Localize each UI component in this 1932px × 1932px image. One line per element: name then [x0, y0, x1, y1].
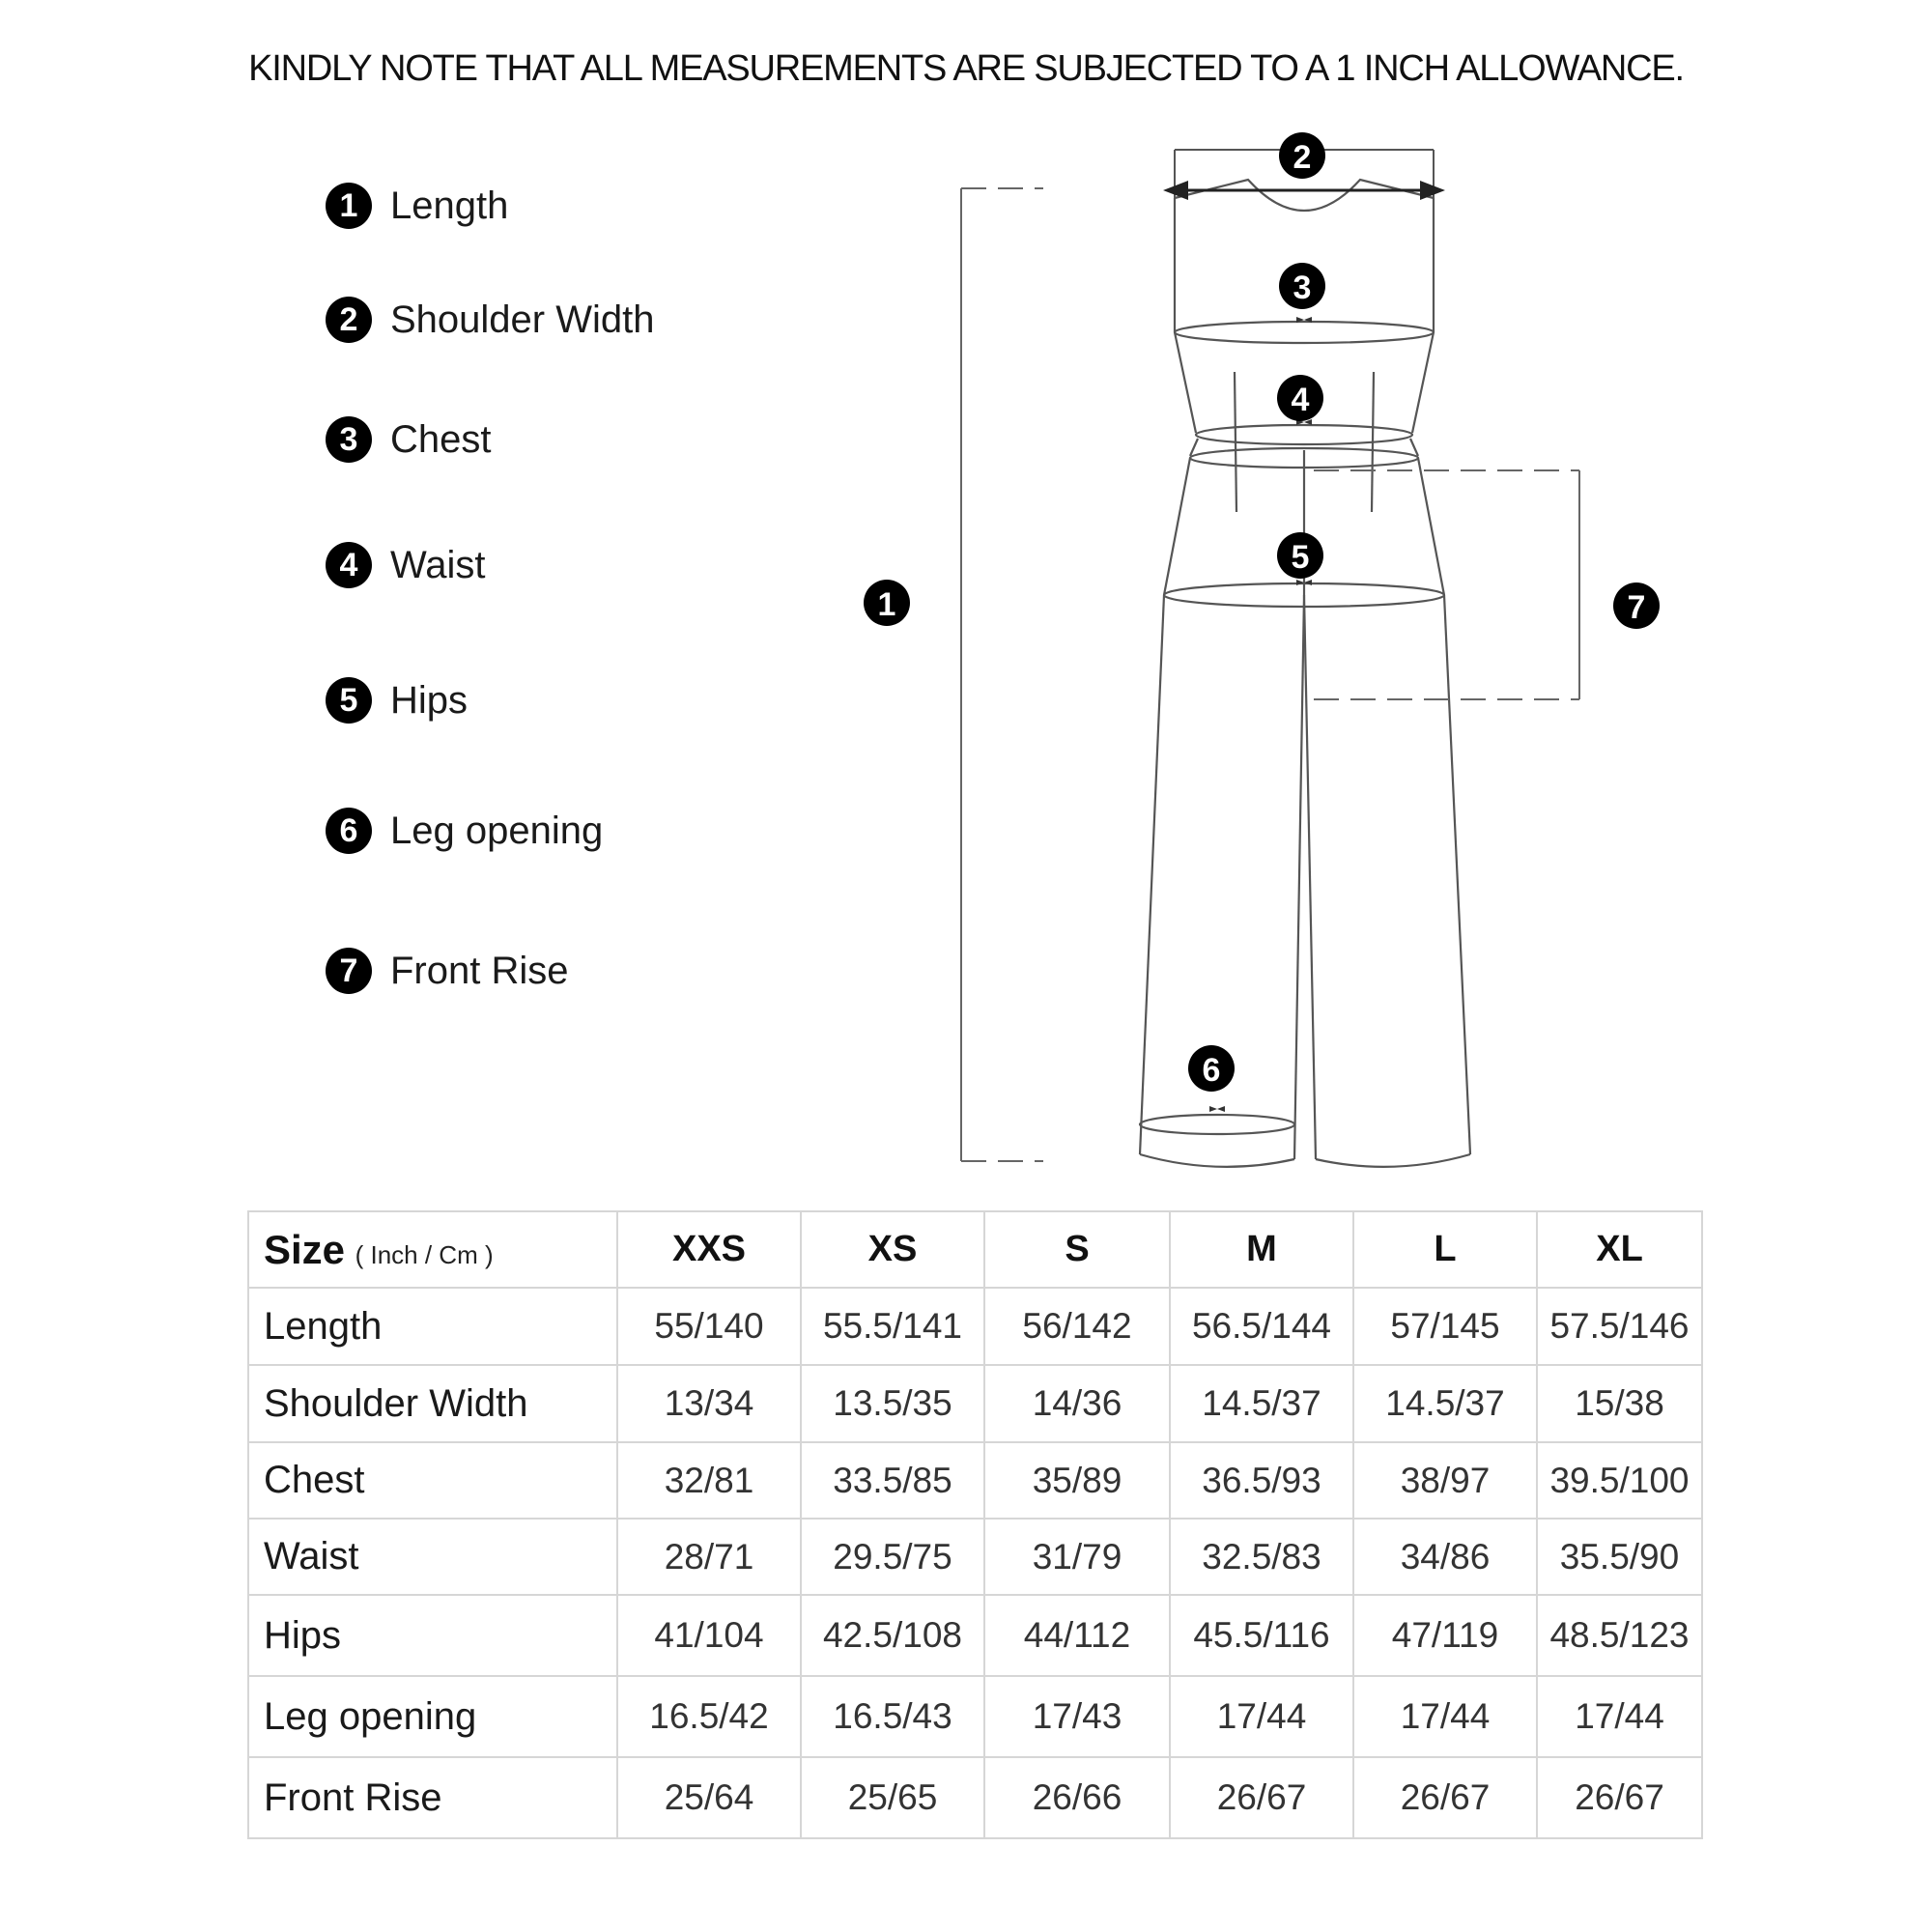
- size-header-label: Size: [264, 1226, 346, 1272]
- table-cell: 17/44: [1353, 1676, 1537, 1757]
- table-cell: 17/43: [984, 1676, 1170, 1757]
- legend-label: Length: [390, 184, 509, 227]
- row-label: Front Rise: [248, 1757, 617, 1838]
- row-label: Leg opening: [248, 1676, 617, 1757]
- table-cell: 42.5/108: [801, 1595, 984, 1676]
- table-cell: 48.5/123: [1537, 1595, 1702, 1676]
- table-cell: 32/81: [617, 1442, 801, 1519]
- table-cell: 31/79: [984, 1519, 1170, 1595]
- row-label: Shoulder Width: [248, 1365, 617, 1442]
- marker-2-icon: 2: [326, 297, 372, 343]
- diagram-marker-7: [1613, 582, 1660, 629]
- diagram-marker-2: [1279, 132, 1325, 179]
- size-chart-table: [247, 1210, 1703, 1839]
- table-row-waist: [248, 1519, 1702, 1595]
- marker-text: 4: [1291, 382, 1310, 418]
- table-cell: 26/67: [1170, 1757, 1353, 1838]
- diagram-marker-6: [1188, 1045, 1235, 1092]
- legend-label: Hips: [390, 678, 469, 722]
- table-cell: 28/71: [617, 1519, 801, 1595]
- table-row-front-rise: [248, 1757, 1702, 1838]
- diagram-marker-5: [1277, 532, 1323, 579]
- marker-text: 7: [1627, 589, 1646, 626]
- legend-label: Shoulder Width: [390, 298, 655, 341]
- marker-3-icon: 3: [326, 416, 372, 463]
- marker-text: 1: [877, 586, 896, 623]
- table-cell: 25/65: [801, 1757, 984, 1838]
- table-cell: 36.5/93: [1170, 1442, 1353, 1519]
- allowance-notice: KINDLY NOTE THAT ALL MEASUREMENTS ARE SUBJECTED TO A 1 INCH ALLOWANCE.: [248, 48, 1684, 89]
- table-header-row: [248, 1211, 1702, 1288]
- table-cell: 57/145: [1353, 1288, 1537, 1365]
- diagram-marker-4: [1277, 375, 1323, 421]
- table-cell: 17/44: [1170, 1676, 1353, 1757]
- legend-label: Chest: [390, 417, 492, 461]
- marker-1-icon: 1: [326, 183, 372, 229]
- table-cell: 16.5/43: [801, 1676, 984, 1757]
- size-header-xs: XS: [801, 1211, 984, 1288]
- garment-outline: [1140, 180, 1470, 1167]
- table-cell: 26/67: [1353, 1757, 1537, 1838]
- table-cell: 35.5/90: [1537, 1519, 1702, 1595]
- table-row-length: [248, 1288, 1702, 1365]
- table-row-hips: [248, 1595, 1702, 1676]
- size-header-l: L: [1353, 1211, 1537, 1288]
- table-cell: 13/34: [617, 1365, 801, 1442]
- diagram-marker-1: [864, 580, 910, 626]
- table-cell: 15/38: [1537, 1365, 1702, 1442]
- table-cell: 32.5/83: [1170, 1519, 1353, 1595]
- table-cell: 45.5/116: [1170, 1595, 1353, 1676]
- table-row-chest: [248, 1442, 1702, 1519]
- table-cell: 56.5/144: [1170, 1288, 1353, 1365]
- table-cell: 14.5/37: [1353, 1365, 1537, 1442]
- marker-5-icon: 5: [326, 677, 372, 724]
- table-cell: 44/112: [984, 1595, 1170, 1676]
- size-header-xl: XL: [1537, 1211, 1702, 1288]
- table-row-shoulder-width: [248, 1365, 1702, 1442]
- diagram-marker-3: [1279, 263, 1325, 309]
- table-cell: 33.5/85: [801, 1442, 984, 1519]
- table-cell: 26/67: [1537, 1757, 1702, 1838]
- table-cell: 35/89: [984, 1442, 1170, 1519]
- legend-label: Front Rise: [390, 949, 569, 992]
- size-unit-header: [248, 1211, 617, 1288]
- table-cell: 41/104: [617, 1595, 801, 1676]
- row-label: Chest: [248, 1442, 617, 1519]
- table-cell: 29.5/75: [801, 1519, 984, 1595]
- marker-text: 6: [1202, 1052, 1221, 1089]
- table-cell: 55/140: [617, 1288, 801, 1365]
- table-cell: 47/119: [1353, 1595, 1537, 1676]
- marker-7-icon: 7: [326, 948, 372, 994]
- table-cell: 57.5/146: [1537, 1288, 1702, 1365]
- row-label: Length: [248, 1288, 617, 1365]
- table-cell: 39.5/100: [1537, 1442, 1702, 1519]
- table-cell: 13.5/35: [801, 1365, 984, 1442]
- table-cell: 38/97: [1353, 1442, 1537, 1519]
- row-label: Waist: [248, 1519, 617, 1595]
- size-header-m: M: [1170, 1211, 1353, 1288]
- table-cell: 34/86: [1353, 1519, 1537, 1595]
- legend-label: Waist: [390, 543, 486, 586]
- row-label: Hips: [248, 1595, 617, 1676]
- size-header-s: S: [984, 1211, 1170, 1288]
- marker-4-icon: 4: [326, 542, 372, 588]
- marker-6-icon: 6: [326, 808, 372, 854]
- table-cell: 55.5/141: [801, 1288, 984, 1365]
- marker-text: 5: [1291, 539, 1310, 576]
- table-cell: 56/142: [984, 1288, 1170, 1365]
- unit-header-label: ( Inch / Cm ): [355, 1239, 494, 1269]
- table-cell: 14/36: [984, 1365, 1170, 1442]
- marker-text: 2: [1293, 139, 1312, 176]
- table-cell: 26/66: [984, 1757, 1170, 1838]
- size-header-xxs: XXS: [617, 1211, 801, 1288]
- table-cell: 16.5/42: [617, 1676, 801, 1757]
- legend-label: Leg opening: [390, 809, 604, 852]
- marker-text: 3: [1293, 270, 1312, 306]
- table-cell: 14.5/37: [1170, 1365, 1353, 1442]
- table-cell: 25/64: [617, 1757, 801, 1838]
- table-cell: 17/44: [1537, 1676, 1702, 1757]
- length-measure-line: [961, 188, 1043, 1161]
- table-row-leg-opening: [248, 1676, 1702, 1757]
